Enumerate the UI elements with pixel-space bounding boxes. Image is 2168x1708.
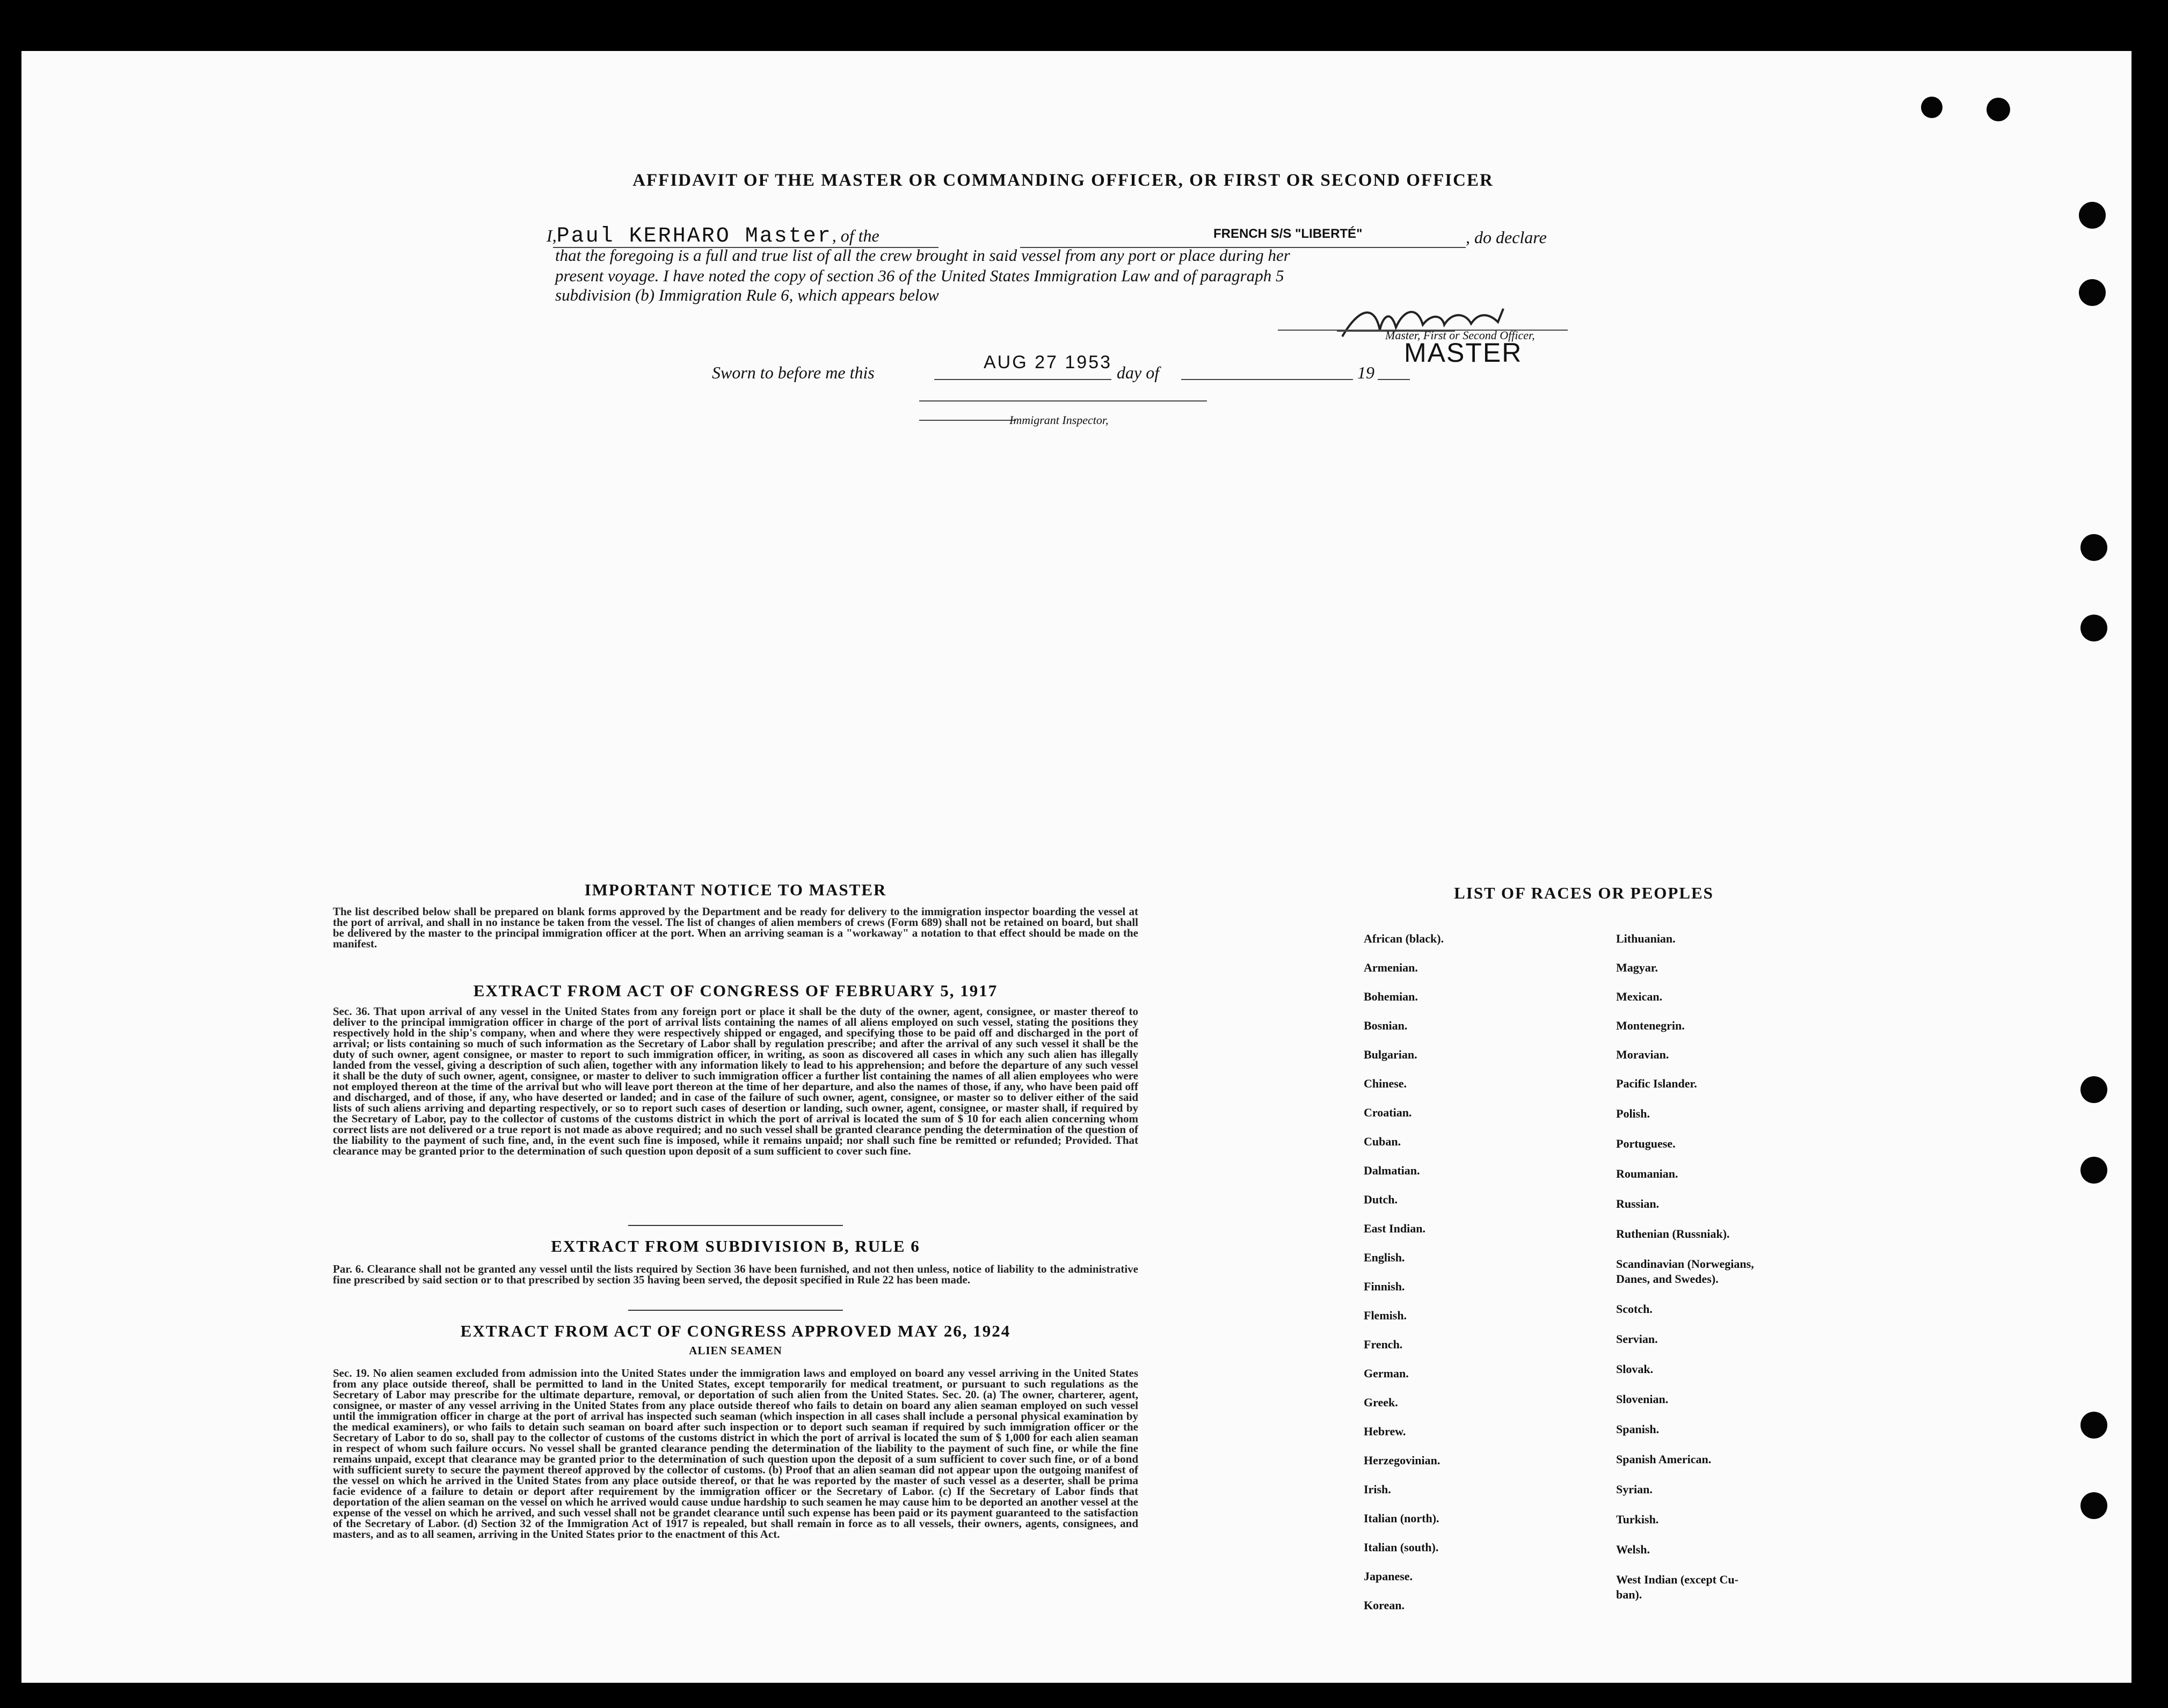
race-item: Dutch. bbox=[1364, 1193, 1398, 1206]
race-item: Mexican. bbox=[1616, 990, 1663, 1003]
race-item: Montenegrin. bbox=[1616, 1019, 1685, 1032]
race-item: Armenian. bbox=[1364, 961, 1418, 974]
affidavit-title: AFFIDAVIT OF THE MASTER OR COMMANDING OFFICER, OR FIRST OR SECOND OFFICER bbox=[632, 171, 1494, 190]
month-line bbox=[1181, 379, 1353, 380]
inspector-caption: Immigrant Inspector, bbox=[1009, 413, 1109, 427]
race-item: German. bbox=[1364, 1367, 1409, 1380]
race-item: Welsh. bbox=[1616, 1543, 1650, 1556]
race-item: Greek. bbox=[1364, 1396, 1398, 1409]
of-the-text: , of the bbox=[832, 226, 879, 245]
affidavit-line-1 bbox=[547, 224, 879, 249]
year-prefix: 19 bbox=[1357, 363, 1374, 382]
binder-hole-7 bbox=[2080, 1076, 2107, 1103]
race-item: Pacific Islander. bbox=[1616, 1077, 1697, 1090]
binder-hole-4 bbox=[2079, 279, 2106, 306]
race-item: Servian. bbox=[1616, 1332, 1658, 1346]
race-item: Scandinavian (Norwegians, Danes, and Swedes). bbox=[1616, 1257, 1754, 1286]
inspector-line bbox=[919, 420, 1016, 421]
race-item: Flemish. bbox=[1364, 1309, 1407, 1322]
binder-hole-9 bbox=[2080, 1412, 2107, 1439]
race-item: Ruthenian (Russniak). bbox=[1616, 1227, 1730, 1240]
notice-title: IMPORTANT NOTICE TO MASTER bbox=[584, 880, 887, 899]
binder-hole-8 bbox=[2080, 1157, 2107, 1184]
race-item: Croatian. bbox=[1364, 1106, 1412, 1119]
inspector-line-top bbox=[919, 400, 1207, 402]
race-item: Syrian. bbox=[1616, 1483, 1653, 1496]
extract-rule6-title: EXTRACT FROM SUBDIVISION B, RULE 6 bbox=[551, 1237, 920, 1256]
race-item: Spanish American. bbox=[1616, 1452, 1712, 1466]
sworn-text: Sworn to before me this bbox=[712, 363, 875, 382]
race-item: Magyar. bbox=[1616, 961, 1658, 974]
race-item: Russian. bbox=[1616, 1197, 1660, 1210]
race-item: English. bbox=[1364, 1251, 1405, 1264]
master-stamp: MASTER bbox=[1404, 338, 1523, 368]
race-item: Cuban. bbox=[1364, 1135, 1401, 1148]
race-item: Japanese. bbox=[1364, 1570, 1413, 1583]
race-item: Italian (south). bbox=[1364, 1541, 1439, 1554]
race-item: Portuguese. bbox=[1616, 1137, 1676, 1150]
extract-1924-title: EXTRACT FROM ACT OF CONGRESS APPROVED MAY 26, 1924 bbox=[460, 1322, 1011, 1340]
race-item: Turkish. bbox=[1616, 1513, 1659, 1526]
race-item: Herzegovinian. bbox=[1364, 1454, 1441, 1467]
binder-hole-6 bbox=[2080, 615, 2107, 641]
race-item: Scotch. bbox=[1616, 1302, 1653, 1316]
do-declare-text: , do declare bbox=[1466, 228, 1547, 247]
binder-hole-3 bbox=[2079, 202, 2106, 229]
race-item: Chinese. bbox=[1364, 1077, 1407, 1090]
race-item: African (black). bbox=[1364, 932, 1444, 945]
race-item: Slovak. bbox=[1616, 1362, 1654, 1376]
extract-rule6-text: Par. 6. Clearance shall not be granted any vessel until the lists required by Section 36 have been furnished, and not then unless, notice of liability to the administrative fine prescribed by said section or to that prescribed by section 35 having been served, the deposit specified in Rule 22 has been made. bbox=[333, 1262, 1138, 1286]
sworn-date-line bbox=[934, 379, 1111, 380]
race-item: West Indian (except Cu- ban). bbox=[1616, 1573, 1738, 1601]
section-divider-1 bbox=[628, 1225, 843, 1226]
section-divider-2 bbox=[628, 1310, 843, 1311]
race-item: Finnish. bbox=[1364, 1280, 1405, 1293]
race-item: Italian (north). bbox=[1364, 1512, 1439, 1525]
signature-caption: Master, First or Second Officer, bbox=[1385, 329, 1535, 342]
binder-hole-1 bbox=[1921, 97, 1943, 118]
affidavit-line-2: that the foregoing is a full and true list of all the crew brought in said vessel from any port or place during her bbox=[555, 246, 1290, 265]
day-of-text: day of bbox=[1117, 363, 1160, 382]
race-item: Roumanian. bbox=[1616, 1167, 1678, 1180]
bleed-through-marks bbox=[956, 118, 1815, 140]
race-item: Spanish. bbox=[1616, 1422, 1660, 1436]
year-line bbox=[1378, 379, 1410, 380]
master-name: Paul KERHARO Master bbox=[556, 224, 832, 249]
binder-hole-10 bbox=[2080, 1492, 2107, 1519]
i-prefix: I, bbox=[547, 226, 557, 245]
race-item: Polish. bbox=[1616, 1107, 1650, 1120]
race-item: Bosnian. bbox=[1364, 1019, 1408, 1032]
race-item: Bohemian. bbox=[1364, 990, 1418, 1003]
race-item: Dalmatian. bbox=[1364, 1164, 1420, 1177]
races-title: LIST OF RACES OR PEOPLES bbox=[1454, 884, 1714, 902]
binder-hole-2 bbox=[1987, 98, 2010, 121]
race-item: Moravian. bbox=[1616, 1048, 1669, 1061]
alien-seamen-subtitle: ALIEN SEAMEN bbox=[689, 1344, 782, 1357]
race-item: Irish. bbox=[1364, 1483, 1391, 1496]
race-item: Korean. bbox=[1364, 1598, 1405, 1612]
binder-hole-5 bbox=[2080, 534, 2107, 561]
affidavit-line-3: present voyage. I have noted the copy of section 36 of the United States Immigration Law and of paragraph 5 bbox=[555, 266, 1284, 285]
race-item: Bulgarian. bbox=[1364, 1048, 1417, 1061]
race-item: Lithuanian. bbox=[1616, 932, 1676, 945]
sworn-date-stamp: AUG 27 1953 bbox=[984, 352, 1112, 373]
extract-1917-text: Sec. 36. That upon arrival of any vessel in the United States from any foreign port or place it shall be the duty of the owner, agent, consignee, or master thereof to deliver to the principal immigration officer in charge of the port of arrival lists containing the names of all aliens employed on such vessel, stating the positions they respectively hold in the ship's company, when and where they were respectively shipped or engaged, and specifying those to be paid off and discharged in the port of arrival; or lists containing so much of such information as the Secretary of Labor shall by regulation prescribe; and after the arrival of any such vessel it shall be the duty of such owner, agent consignee, or master to report to such immigration officer, in writing, as soon as discovered all cases in which any such alien has illegally landed from the vessel, giving a description of such alien, together with any information likely to lead to his apprehension; and before the departure of any such vessel it shall be the duty of such owner, agent, consignee, or master to deliver to such immigration officer a further list containing the names of all alien employees who were not employed thereon at the time of the arrival but who will leave port thereon at the time of her departure, and also the names of those, if any, who have been paid off and discharged, and of those, if any, who have deserted or landed; and in case of the failure of such owner, agent, consignee, or master so to deliver either of the said lists of such aliens arriving and departing respectively, or so to report such cases of desertion or landing, such owner, agent, consignee, or master shall, if required by the Secretary of Labor, pay to the collector of customs of the customs district in which the port of arrival is located the sum of $ 10 for each alien concerning whom correct lists are not delivered or a true report is not made as above required; and no such vessel shall be granted clearance pending the determination of the question of the liability to the payment of such fine, and, in the event such fine is imposed, while it remains unpaid; nor shall such fine be remitted or refunded; Provided. That clearance may be granted prior to the determination of such question upon deposit of a sum sufficient to cover such fine. bbox=[333, 1005, 1138, 1157]
notice-text: The list described below shall be prepared on blank forms approved by the Department and be ready for delivery to the immigration inspector boarding the vessel at the port of arrival, and shall in no instance be taken from the vessel. The list of changes of alien members of crews (Form 689) shall not be retained on board, but shall be delivered by the master to the principal immigration officer at the port. When an arriving seaman is a "workaway" a notation to that effect should be made on the manifest. bbox=[333, 905, 1138, 950]
extract-1917-title: EXTRACT FROM ACT OF CONGRESS OF FEBRUARY 5, 1917 bbox=[473, 981, 998, 1000]
affidavit-line-4: subdivision (b) Immigration Rule 6, which appears below bbox=[555, 286, 939, 304]
extract-1924-text: Sec. 19. No alien seamen excluded from admission into the United States under the immigration laws and employed on board any vessel arriving in the United States from any place outside thereof, shall be permitted to land in the United States, except temporarily for medical treatment, or pursuant to such regulations as the Secretary of Labor may prescribe for the ultimate departure, removal, or deportation of such alien from the United States. Sec. 20. (a) The owner, charterer, agent, consignee, or master of any vessel arriving in the United States from any place outside thereof who fails to detain on board any alien seaman employed on such vessel until the immigration officer in charge at the port of arrival has inspected such seaman (which inspection in all cases shall include a personal physical examination by the medical examiners), or who fails to detain such seaman on board after such inspection or to deport such seaman if required by such immigration officer or the Secretary of Labor to do so, shall pay to the collector of customs of the customs district in which the port of arrival is located the sum of $ 1,000 for each alien seaman in respect of whom such failure occurs. No vessel shall be granted clearance pending the determination of the liability to the payment of such fine, or while the fine remains unpaid, except that clearance may be granted prior to the determination of such question upon the deposit of a sum sufficient to cover such fine, or of a bond with sufficient surety to secure the payment thereof approved by the collector of customs. (b) Proof that an alien seaman did not appear upon the outgoing manifest of the vessel on which he arrived in the United States from any place outside thereof, or that he was reported by the master of such vessel as a deserter, shall be prima facie evidence of a failure to detain or deport after requirement by the immigration officer or the Secretary of Labor. (c) If the Secretary of Labor finds that deportation of the alien seaman on the vessel on which he arrived would cause undue hardship to such seamen he may cause him to be deported an another vessel at the expense of the vessel on which he arrived, and such vessel shall not be grandet clearance until such expense has been paid or its payment guaranteed to the satisfaction of the Secretary of Labor. (d) Section 32 of the Immigration Act of 1917 is repealed, but shall remain in force as to all vessels, their owners, agents, consignees, and masters, and as to all seamen, arriving in the United States prior to the enactment of this Act. bbox=[333, 1367, 1138, 1541]
race-item: Slovenian. bbox=[1616, 1392, 1669, 1406]
vessel-name: FRENCH S/S "LIBERTÉ" bbox=[1213, 227, 1363, 241]
race-item: Hebrew. bbox=[1364, 1425, 1406, 1438]
race-item: French. bbox=[1364, 1338, 1403, 1351]
race-item: East Indian. bbox=[1364, 1222, 1425, 1235]
